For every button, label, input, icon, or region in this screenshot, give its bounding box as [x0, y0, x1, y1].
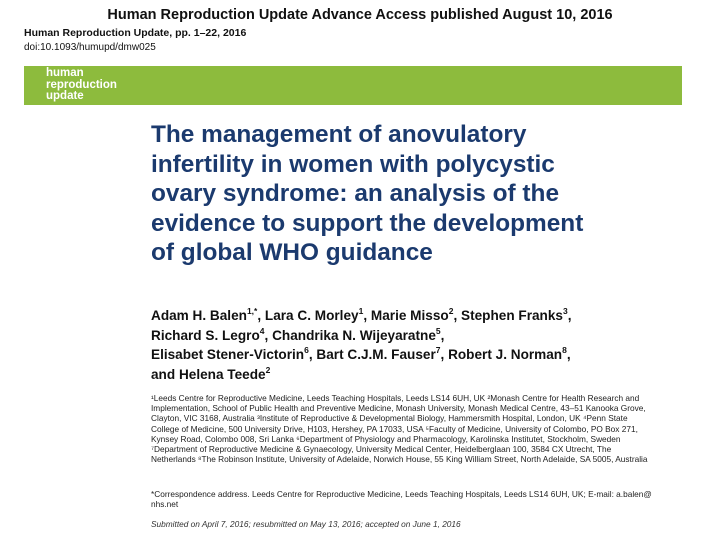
author-line-3: Elisabet Stener-Victorin$^6$, Bart C.J.M. Fauser$^7$, Robert J. Norman$^8$,: [151, 345, 571, 362]
author-affiliation-mark: 8: [562, 345, 567, 355]
author-affiliation-mark: 1,*: [246, 306, 258, 316]
author-line-2: Richard S. Legro$^4$, Chandrika N. Wijeyaratne$^5$,: [151, 325, 445, 343]
author-name[interactable]: Marie Misso: [370, 308, 449, 323]
title-line: The management of anovulatory: [151, 121, 527, 148]
logo-line-2: reproduction: [46, 78, 117, 91]
affiliation-line: Implementation, School of Public Health and Preventive Medicine, Monash University, Monash Medical Centre, 43–51 Kanooka Grove,: [151, 403, 646, 414]
author-name[interactable]: Robert J. Norman: [448, 347, 563, 362]
title-line: infertility in women with polycystic: [151, 150, 555, 178]
affiliation-line: Clayton, VIC 3168, Australia ³Institute of Reproductive & Developmental Biology, Hammersmith Hospital, London, UK ⁴Penn State: [151, 413, 628, 424]
author-name[interactable]: Chandrika N. Wijeyaratne: [272, 327, 436, 343]
author-name[interactable]: Richard S. Legro: [151, 327, 260, 343]
author-name[interactable]: Bart C.J.M. Fauser: [316, 347, 436, 362]
author-line-1: Adam H. Balen$^{1,*}$, Lara C. Morley$^1$, Marie Misso$^2$, Stephen Franks$^3$,: [151, 306, 572, 323]
advance-access-notice: Human Reproduction Update Advance Access published August 10, 2016: [107, 7, 613, 23]
author-affiliation-mark: 2: [448, 306, 454, 316]
title-line: of global WHO guidance: [151, 239, 433, 266]
affiliation-line: Netherlands ⁸The Robinson Institute, University of Adelaide, Norwich House, 55 King William Street, North Adelaide, SA 5005, Australia: [151, 454, 648, 465]
article-title: [151, 120, 691, 268]
author-affiliation-mark: 1: [358, 306, 364, 316]
author-list: [151, 306, 696, 384]
affiliation-line: ⁷Department of Reproductive Medicine & Gynaecology, University Medical Center, Heidelberglaan 100, 3584 CX Utrecht, The: [151, 444, 612, 455]
journal-citation: Human Reproduction Update, pp. 1–22, 2016: [24, 27, 247, 39]
author-affiliation-mark: 3: [562, 306, 568, 316]
author-line-4: [151, 365, 696, 385]
journal-banner: [24, 66, 682, 105]
correspondence: [151, 489, 696, 509]
affiliation-line: College of Medicine, 500 University Drive, H103, Hershey, PA 17033, USA ⁵Faculty of Medicine, University of Colombo, PO Box 271,: [151, 423, 638, 434]
author-affiliation-mark: 2: [265, 364, 271, 375]
author-affiliation-mark: 7: [435, 345, 441, 355]
submission-dates: Submitted on April 7, 2016; resubmitted on May 13, 2016; accepted on June 1, 2016: [151, 519, 461, 529]
author-name[interactable]: Stephen Franks: [461, 308, 563, 323]
author-affiliation-mark: 4: [259, 325, 265, 336]
affiliation-line: Kynsey Road, Colombo 008, Sri Lanka ⁶Department of Physiology and Pharmacology, Karolinska Institutet, Stockholm, Sweden: [151, 433, 621, 444]
journal-logo: [46, 68, 117, 103]
author-name[interactable]: Lara C. Morley: [264, 308, 359, 323]
correspondence-line[interactable]: *Correspondence address. Leeds Centre for Reproductive Medicine, Leeds Teaching Hospitals, Leeds LS14 6UH, UK; E-mail: a.balen@: [151, 489, 652, 499]
logo-line-1: human: [46, 67, 84, 79]
author-name[interactable]: and Helena Teede: [151, 366, 266, 382]
title-line: ovary syndrome: an analysis of the: [151, 180, 560, 207]
author-affiliation-mark: 6: [304, 345, 309, 355]
author-name[interactable]: Adam H. Balen: [151, 308, 247, 323]
logo-line-3: update: [46, 90, 84, 102]
author-name[interactable]: Elisabet Stener-Victorin: [151, 347, 305, 362]
title-line: evidence to support the development: [151, 209, 584, 237]
affiliations: [151, 393, 696, 464]
doi-link[interactable]: doi:10.1093/humupd/dmw025: [24, 42, 156, 53]
correspondence-line[interactable]: nhs.net: [151, 499, 179, 510]
affiliation-line: ¹Leeds Centre for Reproductive Medicine, Leeds Teaching Hospitals, Leeds LS14 6UH, UK ²Monash Centre for Health Research and: [151, 393, 640, 403]
author-affiliation-mark: 5: [435, 325, 441, 336]
